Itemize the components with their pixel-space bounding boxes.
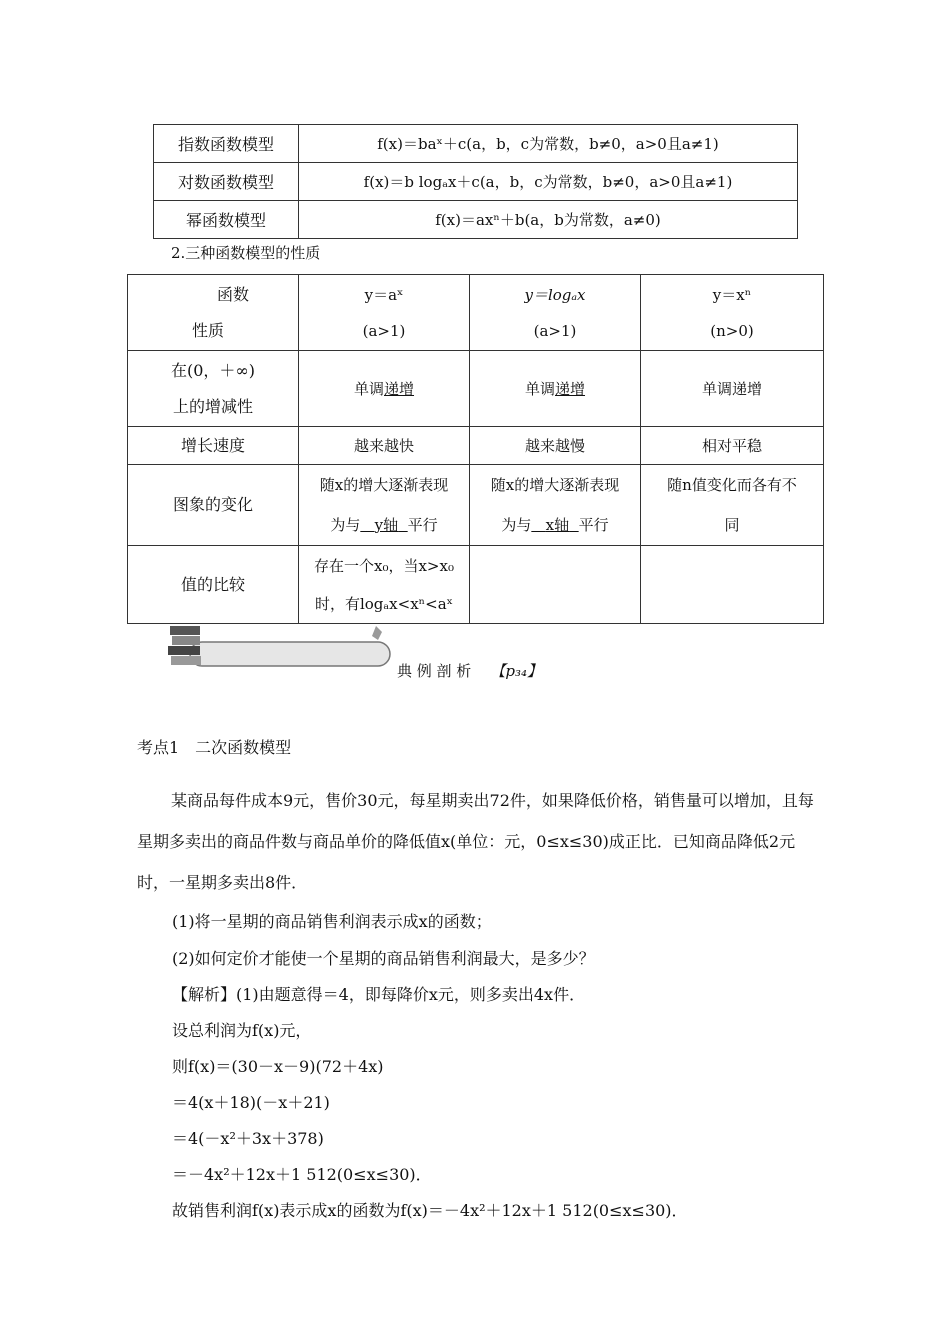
header-logarithmic — [470, 275, 641, 351]
model-name: 对数函数模型 — [154, 163, 299, 201]
row-label: 图象的变化 — [128, 465, 299, 546]
banner-title — [397, 660, 542, 681]
header-formula: y＝xⁿ — [712, 285, 752, 304]
cell-text: 为与 — [501, 516, 532, 534]
corner-top: 函数 — [216, 284, 249, 304]
header-formula: y＝logₐx — [524, 285, 586, 304]
answer-text: 递增 — [555, 379, 586, 398]
header-condition: (a>1) — [533, 321, 577, 340]
model-formula: f(x)＝b logₐx＋c(a，b，c为常数，b≠0，a>0且a≠1) — [299, 163, 798, 201]
solution-line: ＝4(－x²＋3x＋378) — [172, 1129, 324, 1148]
function-models-table — [153, 124, 798, 239]
answer-text — [360, 516, 407, 534]
cell-text: 单调 — [353, 379, 384, 398]
answer-value: x轴 — [545, 516, 570, 534]
row-label — [128, 351, 299, 427]
header-power — [641, 275, 824, 351]
table-cell: 越来越慢 — [470, 427, 641, 465]
corner-bottom: 性质 — [191, 320, 224, 340]
table-cell — [299, 546, 470, 624]
cell-line: 时，有logₐx<xⁿ<aˣ — [314, 594, 454, 613]
cell-line: 同 — [724, 516, 740, 534]
table-row — [154, 163, 798, 201]
table-row — [128, 427, 824, 465]
cell-line: 随n值变化而各有不 — [667, 476, 797, 494]
header-condition: (n>0) — [710, 321, 754, 340]
header-exponential — [299, 275, 470, 351]
topic-heading: 考点1 二次函数模型 — [137, 738, 292, 757]
answer-text — [531, 516, 578, 534]
table-row — [128, 546, 824, 624]
table-cell — [470, 465, 641, 546]
page-reference: 【p₃₄】 — [490, 662, 543, 680]
header-formula: y＝aˣ — [364, 285, 404, 304]
cell-text: 单调 — [524, 379, 555, 398]
table-cell: 越来越快 — [299, 427, 470, 465]
section-title: 2.三种函数模型的性质 — [171, 244, 321, 262]
table-row — [128, 351, 824, 427]
books-icon — [168, 620, 393, 672]
cell-line: 随x的增大逐渐表现 — [319, 476, 449, 494]
cell-text: 平行 — [407, 516, 438, 534]
function-properties-table — [127, 274, 824, 624]
cell-line: 存在一个x₀，当x>x₀ — [314, 556, 454, 575]
solution-line: 故销售利润f(x)表示成x的函数为f(x)＝－4x²＋12x＋1 512(0≤x≤30)． — [172, 1201, 688, 1220]
table-header-row — [128, 275, 824, 351]
model-name: 幂函数模型 — [154, 201, 299, 239]
table-row — [154, 201, 798, 239]
model-formula: f(x)＝baˣ＋c(a，b，c为常数，b≠0，a>0且a≠1) — [299, 125, 798, 163]
row-label: 值的比较 — [128, 546, 299, 624]
header-condition: (a>1) — [362, 321, 406, 340]
cell-line — [305, 505, 463, 545]
table-row — [128, 465, 824, 546]
table-cell — [470, 351, 641, 427]
table-cell: 相对平稳 — [641, 427, 824, 465]
solution-line: 设总利润为f(x)元， — [172, 1021, 312, 1040]
solution-line: ＝－4x²＋12x＋1 512(0≤x≤30)． — [172, 1165, 432, 1184]
table-row — [154, 125, 798, 163]
label-line: 上的增减性 — [172, 396, 253, 416]
cell-text: 为与 — [330, 516, 361, 534]
problem-text: 某商品每件成本9元，售价30元，每星期卖出72件，如果降低价格，销售量可以增加，且每星期多卖出的商品件数与商品单价的降低值x(单位：元，0≤x≤30)成正比．已知商品降低2元时，一星期多卖出8件． — [137, 791, 814, 892]
answer-text: 递增 — [384, 379, 415, 398]
solution-line: 则f(x)＝(30－x－9)(72＋4x) — [172, 1057, 384, 1076]
table-cell — [299, 465, 470, 546]
row-label: 增长速度 — [128, 427, 299, 465]
table-cell — [470, 546, 641, 624]
cell-line: 随x的增大逐渐表现 — [490, 476, 620, 494]
table-cell: 单调递增 — [641, 351, 824, 427]
answer-value: y轴 — [374, 516, 399, 534]
solution-line: ＝4(x＋18)(－x＋21) — [172, 1093, 330, 1112]
question-1: (1)将一星期的商品销售利润表示成x的函数； — [172, 912, 492, 931]
model-name: 指数函数模型 — [154, 125, 299, 163]
banner-text: 典 例 剖 析 — [397, 662, 472, 680]
solution-line: 【解析】(1)由题意得＝4，即每降价x元，则多卖出4x件． — [172, 985, 586, 1004]
model-formula: f(x)＝axⁿ＋b(a，b为常数，a≠0) — [299, 201, 798, 239]
table-cell — [641, 465, 824, 546]
section-banner — [168, 620, 393, 672]
question-2: (2)如何定价才能使一个星期的商品销售利润最大，是多少？ — [172, 949, 595, 968]
cell-line — [476, 505, 634, 545]
label-line: 在(0，＋∞) — [171, 360, 255, 380]
table-cell — [299, 351, 470, 427]
cell-text: 平行 — [578, 516, 609, 534]
header-corner — [128, 275, 299, 351]
table-cell — [641, 546, 824, 624]
